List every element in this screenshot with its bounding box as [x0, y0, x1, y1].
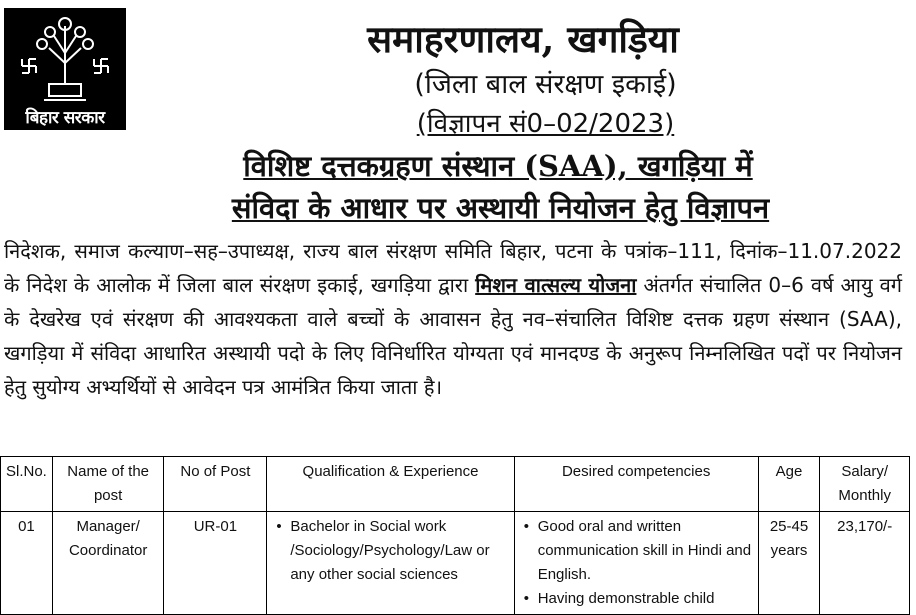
- tree-emblem-icon: [4, 8, 126, 108]
- posts-table: [0, 456, 910, 615]
- table-header-row: [1, 457, 910, 512]
- header-competencies: Desired competencies: [514, 457, 758, 512]
- bihar-government-emblem: [4, 8, 126, 130]
- cell-competencies: [514, 512, 758, 615]
- header-no-of-post: No of Post: [164, 457, 267, 512]
- cell-no-of-post: UR-01: [164, 512, 267, 615]
- office-subtitle: (जिला बाल संरक्षण इकाई): [414, 69, 677, 100]
- body-text-part-1: निदेशक, समाज कल्याण–सह–उपाध्यक्ष, राज्य बाल संरक्षण समिति बिहार, पटना के पत्रांक–111, दिनांक–11.07.2022 के निदेश के आलोक में जिला बाल संरक्षण इकाई, खगड़िया द्वारा: [4, 239, 902, 297]
- qualification-item: • Bachelor in Social work /Sociology/Psychology/Law or any other social sciences: [272, 515, 508, 587]
- header-salary: Salary/ Monthly: [820, 457, 910, 512]
- emblem-caption: बिहार सरकार: [25, 108, 105, 128]
- notice-body: [4, 234, 902, 404]
- cell-age: 25-45 years: [758, 512, 820, 615]
- office-title: समाहरणालय, खगड़िया: [367, 17, 679, 61]
- cell-salary: 23,170/-: [820, 512, 910, 615]
- header-qualification: Qualification & Experience: [267, 457, 514, 512]
- table-row: [1, 512, 910, 615]
- cell-sl-no: 01: [1, 512, 53, 615]
- notice-heading-line-2: संविदा के आधार पर अस्थायी नियोजन हेतु विज्ञापन: [231, 191, 770, 225]
- scheme-name: मिशन वात्सल्य योजना: [475, 273, 637, 297]
- cell-qualification: [267, 512, 514, 615]
- competency-item: • Having demonstrable child: [520, 587, 753, 611]
- body-text-part-2: अंतर्गत संचालित 0–6 वर्ष आयु वर्ग के देखरेख एवं संरक्षण की आवश्यकता वाले बच्चों के आवासन हेतु नव–संचालित विशिष्ट दत्तक ग्रहण संस्थान (SAA), खगड़िया में संविदा आधारित अस्थायी पदो के लिए विनिर्धारित योग्यता एवं मानदण्ड के अनुरूप निम्नलिखित पदों पर नियोजन हेतु सुयोग्य अभ्यर्थियों से आवेदन पत्र आमंत्रित किया जाता है।: [4, 273, 902, 399]
- advertisement-number: (विज्ञापन सं0–02/2023): [416, 109, 675, 139]
- cell-post-name: Manager/ Coordinator: [52, 512, 164, 615]
- notice-heading-line-1: विशिष्ट दत्तकग्रहण संस्थान (SAA), खगड़िया में: [243, 149, 753, 183]
- header-age: Age: [758, 457, 820, 512]
- competency-item: • Good oral and written communication skill in Hindi and English.: [520, 515, 753, 587]
- header-post-name: Name of the post: [52, 457, 164, 512]
- header-sl-no: Sl.No.: [1, 457, 53, 512]
